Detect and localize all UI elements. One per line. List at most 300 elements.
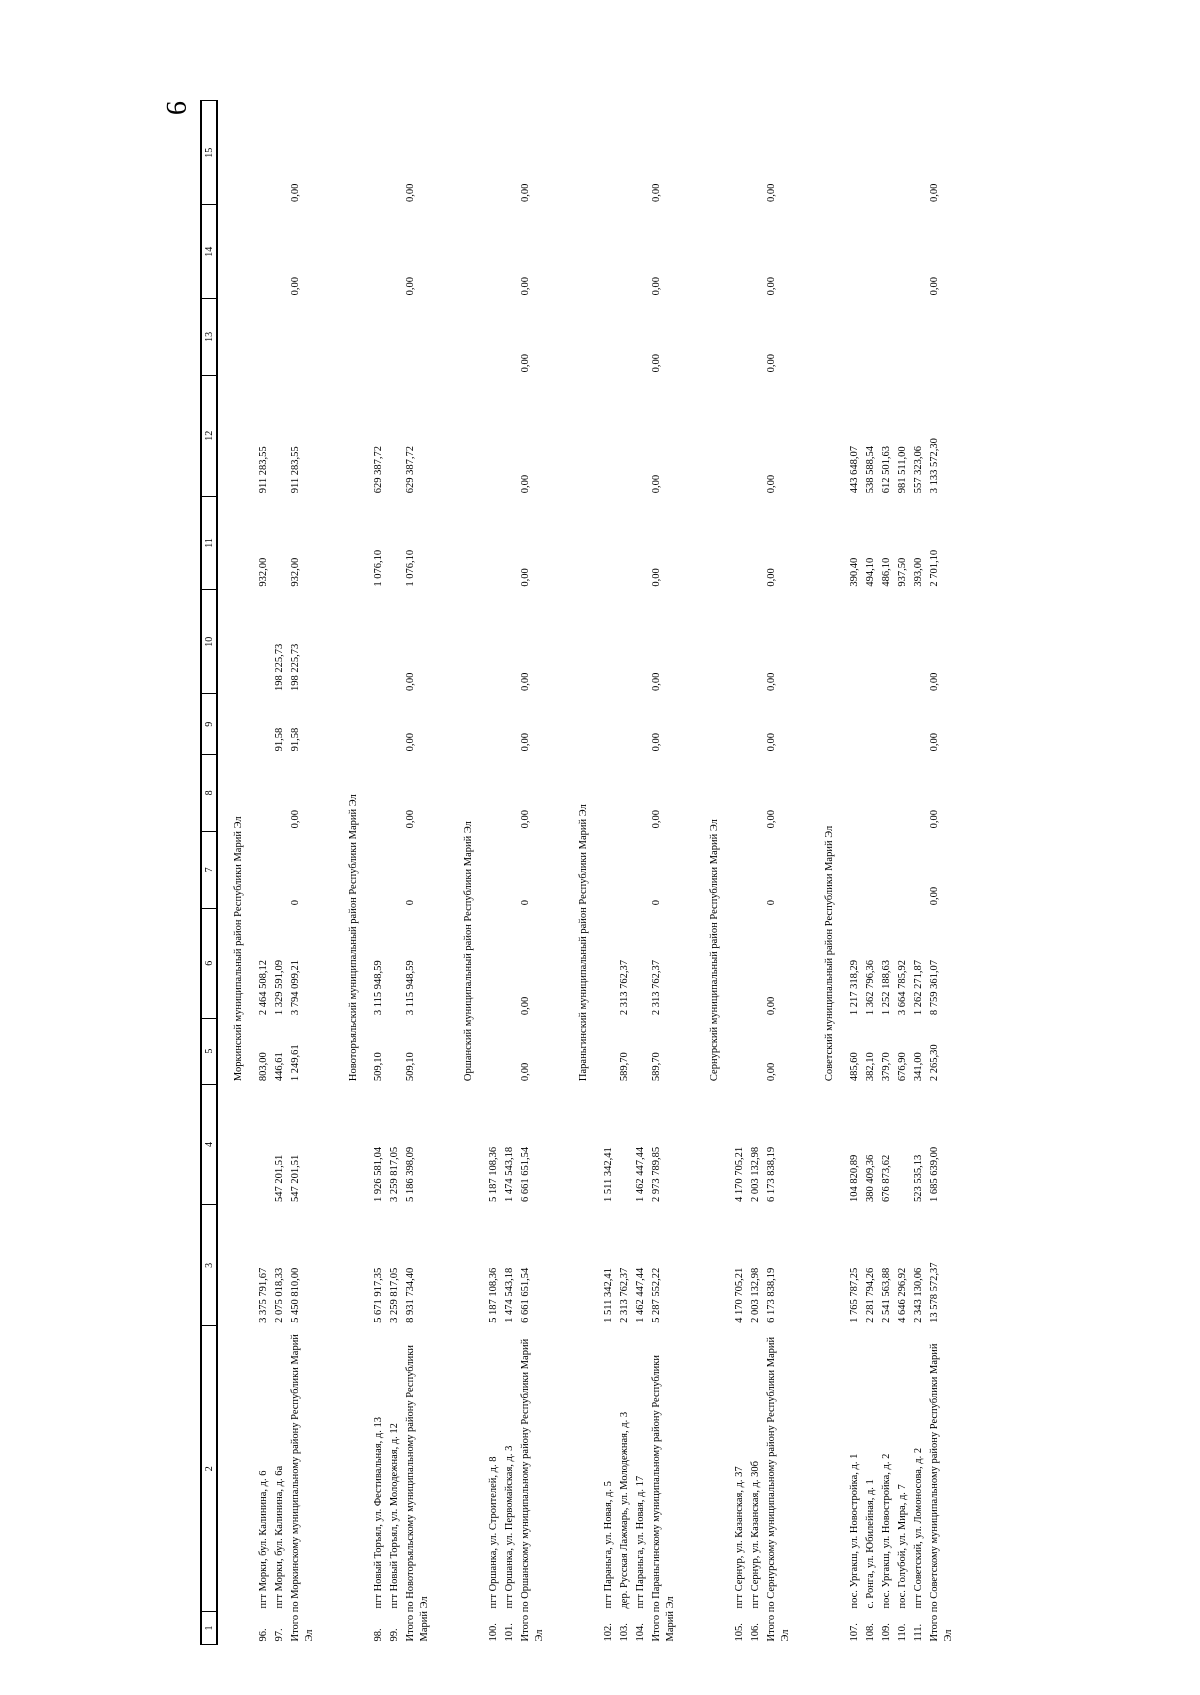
cell-c10 bbox=[256, 590, 272, 694]
section-title: Оршанский муниципальный район Республики Марий Эл bbox=[463, 821, 474, 1082]
cell-c13 bbox=[633, 298, 649, 375]
total-c9: 91,58 bbox=[290, 727, 301, 752]
total-c15: 0,00 bbox=[929, 183, 940, 202]
row-number: 109. bbox=[881, 1623, 892, 1642]
row-address: пгт Параньга, ул. Новая, д. 17 bbox=[635, 1475, 646, 1609]
cell-c15 bbox=[272, 101, 288, 205]
cell-c5 bbox=[387, 1018, 403, 1084]
row-address: пгт Советский, ул. Ломоносова, д. 2 bbox=[913, 1447, 924, 1609]
total-c6: 0,00 bbox=[766, 996, 777, 1016]
cell-c12 bbox=[387, 375, 403, 496]
total-c6: 3 115 948,59 bbox=[405, 960, 416, 1016]
cell-c10 bbox=[847, 590, 863, 694]
table-row bbox=[502, 101, 518, 1645]
total-c3: 13 578 572,37 bbox=[929, 1262, 940, 1323]
cell-c6: 2 313 762,37 bbox=[619, 960, 630, 1016]
total-c5: 509,10 bbox=[405, 1052, 416, 1082]
column-number-12: 12 bbox=[201, 375, 217, 496]
cell-c15 bbox=[732, 101, 748, 205]
cell-c13 bbox=[486, 298, 502, 375]
cell-c6: 1 217 318,29 bbox=[849, 960, 860, 1016]
column-number-6: 6 bbox=[201, 908, 217, 1018]
total-c13: 0,00 bbox=[766, 353, 777, 373]
cell-c14 bbox=[847, 205, 863, 298]
table-row bbox=[486, 101, 502, 1645]
cell-c4 bbox=[617, 1084, 633, 1205]
total-c14: 0,00 bbox=[520, 277, 531, 296]
cell-c5: 341,00 bbox=[913, 1052, 924, 1082]
cell-c11 bbox=[601, 496, 617, 589]
cell-c15 bbox=[748, 101, 764, 205]
row-number: 104. bbox=[635, 1623, 646, 1642]
cell-c8 bbox=[256, 754, 272, 831]
cell-c4: 1 926 581,04 bbox=[373, 1146, 384, 1202]
cell-c9 bbox=[486, 694, 502, 754]
row-address: пгт Сернур, ул. Казанская, д. 30б bbox=[750, 1460, 761, 1609]
total-c8: 0,00 bbox=[651, 809, 662, 829]
section-title-row bbox=[217, 101, 256, 1645]
cell-c13 bbox=[863, 298, 879, 375]
cell-c15 bbox=[371, 101, 387, 205]
cell-c10: 198 225,73 bbox=[274, 643, 285, 691]
cell-c7 bbox=[911, 831, 927, 908]
cell-c3: 1 511 342,41 bbox=[603, 1268, 614, 1323]
total-c9: 0,00 bbox=[405, 733, 416, 752]
cell-c7 bbox=[387, 831, 403, 908]
total-c13 bbox=[403, 298, 448, 375]
total-c7: 0 bbox=[520, 900, 531, 906]
cell-c6 bbox=[633, 908, 649, 1018]
section-spacer bbox=[809, 1084, 847, 1644]
column-number-15: 15 bbox=[201, 101, 217, 205]
table-row bbox=[863, 101, 879, 1645]
total-c12: 0,00 bbox=[766, 474, 777, 494]
cell-c15 bbox=[601, 101, 617, 205]
total-c13: 0,00 bbox=[520, 353, 531, 373]
cell-c7 bbox=[895, 831, 911, 908]
cell-c13 bbox=[601, 298, 617, 375]
cell-c4: 104 820,89 bbox=[849, 1154, 860, 1202]
total-c12: 0,00 bbox=[520, 474, 531, 494]
total-c14: 0,00 bbox=[290, 277, 301, 296]
cell-c5: 803,00 bbox=[258, 1052, 269, 1082]
cell-c7 bbox=[502, 831, 518, 908]
cell-c4: 380 409,36 bbox=[865, 1154, 876, 1202]
row-address: пос. Ургакш, ул. Новостройка, д. 1 bbox=[849, 1453, 860, 1609]
cell-c13 bbox=[895, 298, 911, 375]
total-c4: 6 173 838,19 bbox=[766, 1146, 777, 1202]
cell-c11 bbox=[387, 496, 403, 589]
cell-c11 bbox=[272, 496, 288, 589]
row-number: 102. bbox=[603, 1623, 614, 1642]
total-c11: 0,00 bbox=[766, 568, 777, 587]
cell-c10 bbox=[633, 590, 649, 694]
cell-c10 bbox=[387, 590, 403, 694]
total-c12: 911 283,55 bbox=[290, 446, 301, 494]
total-c5: 2 265,30 bbox=[929, 1044, 940, 1082]
section-title: Советский муниципальный район Республики Марий Эл bbox=[824, 825, 835, 1082]
cell-c3: 1 474 543,18 bbox=[504, 1267, 515, 1323]
cell-c15 bbox=[633, 101, 649, 205]
cell-c15 bbox=[895, 101, 911, 205]
total-c3: 6 173 838,19 bbox=[766, 1267, 777, 1323]
cell-c14 bbox=[256, 205, 272, 298]
cell-c6: 1 262 271,87 bbox=[913, 960, 924, 1016]
cell-c11: 390,40 bbox=[849, 557, 860, 587]
section-spacer bbox=[563, 1084, 601, 1644]
cell-c8 bbox=[502, 754, 518, 831]
cell-c5: 446,61 bbox=[274, 1052, 285, 1082]
cell-c8 bbox=[633, 754, 649, 831]
cell-c10 bbox=[863, 590, 879, 694]
cell-c5 bbox=[486, 1018, 502, 1084]
table-row bbox=[633, 101, 649, 1645]
row-number: 101. bbox=[504, 1623, 515, 1642]
cell-c11: 937,50 bbox=[897, 557, 908, 587]
cell-c10 bbox=[732, 590, 748, 694]
table-row bbox=[847, 101, 863, 1645]
row-number: 107. bbox=[849, 1623, 860, 1642]
cell-c15 bbox=[911, 101, 927, 205]
cell-c12: 612 501,63 bbox=[881, 445, 892, 494]
cell-c7 bbox=[847, 831, 863, 908]
total-label: Итого по Оршанскому муниципальному району Республики Марий Эл bbox=[520, 1338, 545, 1642]
cell-c15 bbox=[486, 101, 502, 205]
total-c10: 0,00 bbox=[405, 672, 416, 691]
cell-c6: 3 664 785,92 bbox=[897, 960, 908, 1016]
cell-c15 bbox=[847, 101, 863, 205]
cell-c6 bbox=[387, 908, 403, 1018]
total-c4: 547 201,51 bbox=[290, 1154, 301, 1202]
cell-c9 bbox=[617, 694, 633, 754]
table-row bbox=[371, 101, 387, 1645]
total-c6: 3 794 099,21 bbox=[290, 960, 301, 1016]
cell-c4: 523 535,13 bbox=[913, 1154, 924, 1202]
cell-c11 bbox=[502, 496, 518, 589]
cell-c12 bbox=[633, 375, 649, 496]
page-number: 9 bbox=[160, 101, 191, 115]
table-row bbox=[387, 101, 403, 1645]
cell-c9 bbox=[863, 694, 879, 754]
total-c10: 0,00 bbox=[520, 672, 531, 691]
total-c12: 629 387,72 bbox=[405, 445, 416, 494]
total-c14: 0,00 bbox=[766, 277, 777, 296]
total-row bbox=[288, 101, 333, 1645]
total-c14: 0,00 bbox=[405, 277, 416, 296]
rotated-table-area bbox=[200, 100, 1000, 1645]
cell-c15 bbox=[879, 101, 895, 205]
column-number-11: 11 bbox=[201, 496, 217, 589]
cell-c14 bbox=[732, 205, 748, 298]
cell-c9 bbox=[256, 694, 272, 754]
cell-c3: 2 313 762,37 bbox=[619, 1267, 630, 1323]
cell-c3: 5 671 917,35 bbox=[373, 1267, 384, 1323]
cell-c7 bbox=[863, 831, 879, 908]
cell-c14 bbox=[371, 205, 387, 298]
cell-c6: 2 464 508,12 bbox=[258, 960, 269, 1016]
row-address: пос. Ургакш, ул. Новостройка, д. 2 bbox=[881, 1453, 892, 1609]
section-spacer bbox=[217, 1084, 256, 1644]
row-number: 96. bbox=[258, 1628, 269, 1642]
table-row bbox=[601, 101, 617, 1645]
cell-c5: 589,70 bbox=[619, 1052, 630, 1082]
row-number: 110. bbox=[897, 1623, 908, 1642]
cell-c8 bbox=[895, 754, 911, 831]
table-row bbox=[617, 101, 633, 1645]
row-number: 99. bbox=[389, 1628, 400, 1642]
cell-c7 bbox=[633, 831, 649, 908]
cell-c3: 4 646 296,92 bbox=[897, 1267, 908, 1323]
total-row bbox=[927, 101, 972, 1645]
total-c15: 0,00 bbox=[766, 183, 777, 202]
cell-c11: 494,10 bbox=[865, 557, 876, 587]
column-number-1: 1 bbox=[201, 1612, 217, 1645]
section-title-row bbox=[448, 101, 486, 1645]
column-number-14: 14 bbox=[201, 205, 217, 298]
cell-c9 bbox=[387, 694, 403, 754]
column-number-8: 8 bbox=[201, 754, 217, 831]
cell-c4: 1 462 447,44 bbox=[635, 1146, 646, 1202]
row-number: 106. bbox=[750, 1623, 761, 1642]
total-c5: 589,70 bbox=[651, 1052, 662, 1082]
total-label: Итого по Сернурскому муниципальному району Республики Марий Эл bbox=[766, 1336, 791, 1642]
cell-c3: 5 187 108,36 bbox=[488, 1267, 499, 1323]
table-row bbox=[748, 101, 764, 1645]
total-c8: 0,00 bbox=[520, 809, 531, 829]
section-title-row bbox=[563, 101, 601, 1645]
section-spacer bbox=[694, 1084, 732, 1644]
section-title: Моркинский муниципальный район Республики Марий Эл bbox=[233, 816, 244, 1082]
cell-c15 bbox=[617, 101, 633, 205]
total-c13: 0,00 bbox=[651, 353, 662, 373]
cell-c14 bbox=[387, 205, 403, 298]
row-address: пгт Морки, бул. Калинина, д. 6 bbox=[258, 1470, 269, 1609]
cell-c6: 1 362 796,36 bbox=[865, 960, 876, 1016]
table-row bbox=[911, 101, 927, 1645]
cell-c13 bbox=[502, 298, 518, 375]
total-row bbox=[649, 101, 694, 1645]
total-c8: 0,00 bbox=[405, 809, 416, 829]
cell-c13 bbox=[748, 298, 764, 375]
cell-c9 bbox=[911, 694, 927, 754]
column-number-7: 7 bbox=[201, 831, 217, 908]
cell-c6 bbox=[748, 908, 764, 1018]
cell-c4: 676 873,62 bbox=[881, 1154, 892, 1202]
row-address: пгт Морки, бул. Калинина, д. 6а bbox=[274, 1465, 285, 1609]
cell-c12 bbox=[502, 375, 518, 496]
table-row bbox=[895, 101, 911, 1645]
total-c6: 8 759 361,07 bbox=[929, 960, 940, 1016]
cell-c14 bbox=[863, 205, 879, 298]
cell-c4: 3 259 817,05 bbox=[389, 1146, 400, 1202]
cell-c14 bbox=[601, 205, 617, 298]
total-c4: 1 685 639,00 bbox=[929, 1146, 940, 1202]
cell-c13 bbox=[387, 298, 403, 375]
cell-c8 bbox=[847, 754, 863, 831]
cell-c7 bbox=[879, 831, 895, 908]
total-c14: 0,00 bbox=[651, 277, 662, 296]
cell-c3: 2 343 130,06 bbox=[913, 1267, 924, 1323]
total-c12: 0,00 bbox=[651, 474, 662, 494]
cell-c9 bbox=[371, 694, 387, 754]
section-title: Новоторъяльский муниципальный район Республики Марий Эл bbox=[348, 794, 359, 1082]
table-body bbox=[217, 101, 972, 1645]
total-label: Итого по Новоторъяльскому муниципальному району Республики Марий Эл bbox=[405, 1345, 430, 1642]
cell-c9 bbox=[895, 694, 911, 754]
cell-c7 bbox=[732, 831, 748, 908]
cell-c13 bbox=[911, 298, 927, 375]
cell-c4: 5 187 108,36 bbox=[488, 1146, 499, 1202]
column-number-10: 10 bbox=[201, 590, 217, 694]
column-number-row bbox=[201, 101, 217, 1645]
cell-c6: 3 115 948,59 bbox=[373, 960, 384, 1016]
cell-c5: 509,10 bbox=[373, 1052, 384, 1082]
cell-c5 bbox=[633, 1018, 649, 1084]
cell-c5: 676,90 bbox=[897, 1052, 908, 1082]
total-c3: 6 661 651,54 bbox=[520, 1267, 531, 1323]
cell-c4: 1 511 342,41 bbox=[603, 1147, 614, 1202]
total-c15: 0,00 bbox=[290, 183, 301, 202]
row-number: 108. bbox=[865, 1623, 876, 1642]
column-number-13: 13 bbox=[201, 298, 217, 375]
data-table bbox=[200, 100, 972, 1645]
cell-c15 bbox=[387, 101, 403, 205]
total-label: Итого по Советскому муниципальному району Республики Марий Эл bbox=[929, 1343, 954, 1642]
total-c13 bbox=[927, 298, 972, 375]
cell-c14 bbox=[502, 205, 518, 298]
cell-c8 bbox=[911, 754, 927, 831]
cell-c14 bbox=[911, 205, 927, 298]
total-c15: 0,00 bbox=[405, 183, 416, 202]
cell-c7 bbox=[748, 831, 764, 908]
total-label: Итого по Моркинскому муниципальному району Республики Марий Эл bbox=[290, 1334, 315, 1642]
cell-c14 bbox=[895, 205, 911, 298]
cell-c8 bbox=[863, 754, 879, 831]
cell-c13 bbox=[371, 298, 387, 375]
cell-c8 bbox=[486, 754, 502, 831]
cell-c11 bbox=[633, 496, 649, 589]
column-number-9: 9 bbox=[201, 694, 217, 754]
cell-c7 bbox=[272, 831, 288, 908]
row-number: 103. bbox=[619, 1623, 630, 1642]
cell-c11: 486,10 bbox=[881, 557, 892, 587]
cell-c9 bbox=[847, 694, 863, 754]
cell-c3: 2 003 132,98 bbox=[750, 1267, 761, 1323]
column-number-2: 2 bbox=[201, 1326, 217, 1612]
total-c9: 0,00 bbox=[520, 733, 531, 752]
cell-c11 bbox=[732, 496, 748, 589]
total-row bbox=[518, 101, 563, 1645]
table-row bbox=[256, 101, 272, 1645]
cell-c12 bbox=[272, 375, 288, 496]
cell-c4 bbox=[256, 1084, 272, 1205]
row-address: с. Ронга, ул. Юбилейная, д. 1 bbox=[865, 1479, 876, 1609]
cell-c14 bbox=[272, 205, 288, 298]
cell-c10 bbox=[601, 590, 617, 694]
section-title-row bbox=[333, 101, 371, 1645]
cell-c9 bbox=[879, 694, 895, 754]
total-c10: 0,00 bbox=[651, 672, 662, 691]
cell-c15 bbox=[256, 101, 272, 205]
section-title: Параньгинский муниципальный район Республики Марий Эл bbox=[578, 804, 589, 1082]
cell-c7 bbox=[601, 831, 617, 908]
cell-c3: 3 259 817,05 bbox=[389, 1267, 400, 1323]
total-c11: 2 701,10 bbox=[929, 549, 940, 587]
cell-c10 bbox=[895, 590, 911, 694]
row-number: 98. bbox=[373, 1628, 384, 1642]
total-c15: 0,00 bbox=[520, 183, 531, 202]
cell-c9 bbox=[732, 694, 748, 754]
row-address: дер. Русская Лажмарь, ул. Молодежная, д. 3 bbox=[619, 1411, 630, 1609]
cell-c8 bbox=[387, 754, 403, 831]
row-address: пгт Новый Торъял, ул. Молодежная, д. 12 bbox=[389, 1423, 400, 1609]
row-address: пгт Сернур, ул. Казанская, д. 37 bbox=[734, 1466, 745, 1609]
total-c11: 1 076,10 bbox=[405, 549, 416, 587]
table-row bbox=[879, 101, 895, 1645]
total-c9: 0,00 bbox=[766, 733, 777, 752]
row-number: 97. bbox=[274, 1628, 285, 1642]
cell-c12: 911 283,55 bbox=[258, 446, 269, 494]
cell-c13 bbox=[256, 298, 272, 375]
cell-c3: 2 541 563,88 bbox=[881, 1267, 892, 1323]
cell-c11: 1 076,10 bbox=[373, 549, 384, 587]
cell-c12 bbox=[732, 375, 748, 496]
cell-c6 bbox=[502, 908, 518, 1018]
cell-c5: 485,60 bbox=[849, 1052, 860, 1082]
row-address: пгт Новый Торъял, ул. Фестивальная, д. 13 bbox=[373, 1417, 384, 1609]
cell-c12: 981 511,00 bbox=[897, 446, 908, 494]
cell-c4: 1 474 543,18 bbox=[504, 1146, 515, 1202]
cell-c5: 379,70 bbox=[881, 1052, 892, 1082]
cell-c9 bbox=[601, 694, 617, 754]
total-c8: 0,00 bbox=[290, 809, 301, 829]
total-c5: 0,00 bbox=[766, 1062, 777, 1082]
row-address: пгт Оршанка, ул. Первомайская, д. 3 bbox=[504, 1445, 515, 1609]
cell-c13 bbox=[879, 298, 895, 375]
cell-c14 bbox=[748, 205, 764, 298]
cell-c8 bbox=[879, 754, 895, 831]
cell-c5: 382,10 bbox=[865, 1052, 876, 1082]
row-address: пгт Параньга, ул. Новая, д. 5 bbox=[603, 1481, 614, 1609]
cell-c5 bbox=[601, 1018, 617, 1084]
cell-c12 bbox=[486, 375, 502, 496]
cell-c8 bbox=[732, 754, 748, 831]
cell-c12: 443 648,07 bbox=[849, 445, 860, 494]
cell-c11 bbox=[486, 496, 502, 589]
total-c4: 6 661 651,54 bbox=[520, 1146, 531, 1202]
cell-c10 bbox=[486, 590, 502, 694]
cell-c7 bbox=[617, 831, 633, 908]
total-c10: 0,00 bbox=[766, 672, 777, 691]
table-row bbox=[732, 101, 748, 1645]
cell-c14 bbox=[617, 205, 633, 298]
cell-c10 bbox=[371, 590, 387, 694]
total-c6: 0,00 bbox=[520, 996, 531, 1016]
cell-c11: 393,00 bbox=[913, 557, 924, 587]
total-c10: 198 225,73 bbox=[290, 643, 301, 691]
cell-c10 bbox=[748, 590, 764, 694]
row-number: 100. bbox=[488, 1623, 499, 1642]
cell-c6: 1 252 188,63 bbox=[881, 960, 892, 1016]
total-c6: 2 313 762,37 bbox=[651, 960, 662, 1016]
total-c4: 2 973 789,85 bbox=[651, 1146, 662, 1202]
total-c15: 0,00 bbox=[651, 183, 662, 202]
cell-c4: 547 201,51 bbox=[274, 1154, 285, 1202]
cell-c5 bbox=[502, 1018, 518, 1084]
cell-c12 bbox=[617, 375, 633, 496]
cell-c8 bbox=[371, 754, 387, 831]
cell-c10 bbox=[617, 590, 633, 694]
